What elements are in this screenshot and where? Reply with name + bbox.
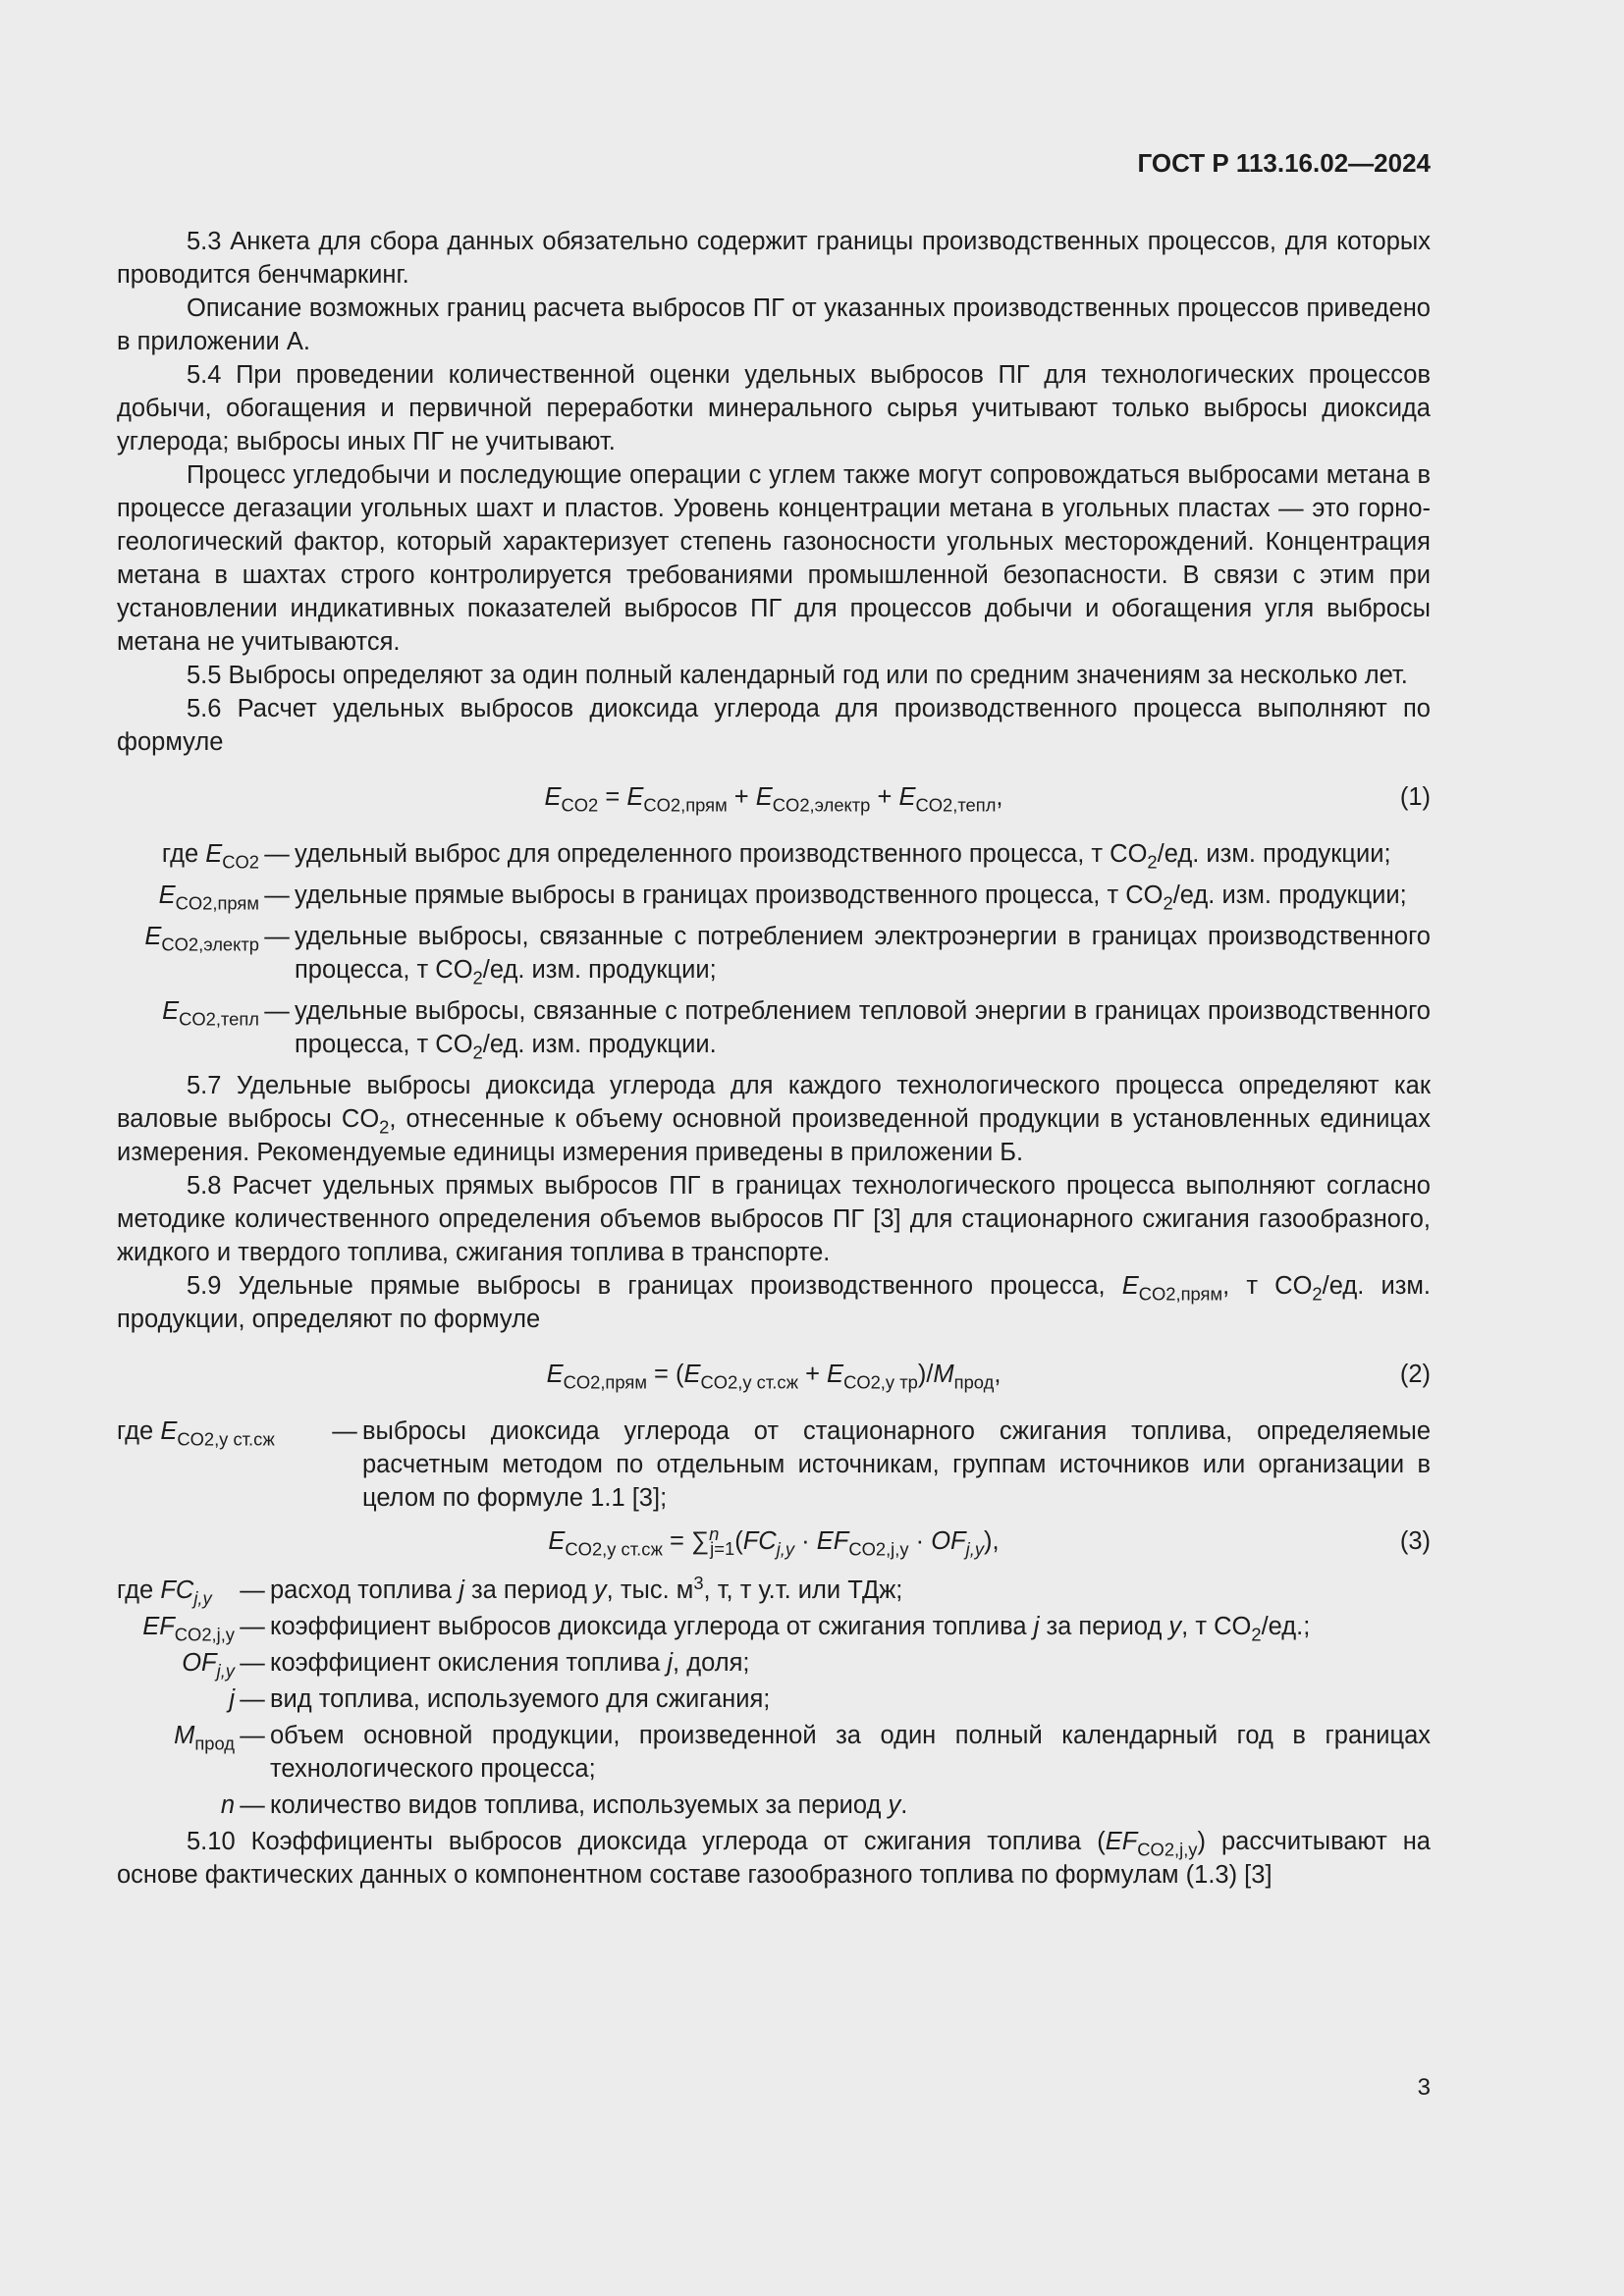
paragraph-5-3: 5.3 Анкета для сбора данных обязательно содержит границы производственных процессов, для которых проводится бенчмаркинг. [117, 228, 1431, 289]
paragraph-5-8: 5.8 Расчет удельных прямых выбросов ПГ в границах технологического процесса выполняют согласно методике количественного определения объемов выбросов ПГ [3] для стационарного сжигания газообразного, жидкого и твердого топлива, сжигания топлива в транспорте. [117, 1172, 1431, 1266]
definition-item: где $E_{CO2,y ст.сж}$ — выбросы диоксида углерода от стационарного сжигания топлива, определяемые расчетным методом по отдельным источникам, группам источников или организации в целом по формуле 1.1 [3]; [117, 1417, 1431, 1512]
paragraph-5-6: 5.6 Расчет удельных выбросов диоксида углерода для производственного процесса выполняют по формуле [117, 695, 1431, 756]
document-body [117, 225, 1431, 1892]
paragraph-5-10: 5.10 Коэффициенты выбросов диоксида углерода от сжигания топлива $(EF_{CO2,j,y})$ рассчитывают на основе фактических данных о компонентном составе газообразного топлива по формулам (1.3) [3] [117, 1828, 1431, 1889]
formula-1-number: (1) [1399, 783, 1431, 811]
definition-item: $M_{прод}$ — объем основной продукции, произведенной за один полный календарный год в границах технологического процесса; [174, 1722, 1431, 1783]
formula-2-number: (2) [1399, 1361, 1431, 1388]
definition-item: где $E_{CO2}$ — удельный выброс для определенного производственного процесса, т $CO_2/ед$. изм. продукции; [161, 840, 1391, 873]
definition-item: $E_{CO2,тепл}$ — удельные выбросы, связанные с потреблением тепловой энергии в границах производственного процесса, т $CO_2/ед$. изм. продукции. [162, 997, 1431, 1063]
formula-1 [117, 780, 1431, 814]
definition-item: $E_{CO2,электр}$ — удельные выбросы, связанные с потреблением электроэнергии в границах производственного процесса, т $CO_2/ед$. изм. продукции; [144, 923, 1431, 988]
definition-item: $OF_{j,y}$ — коэффициент окисления топлива j, доля; [182, 1649, 750, 1682]
definition-item: j — вид топлива, используемого для сжигания; [229, 1685, 771, 1713]
definition-item: где $FC_{j,y}$ — расход топлива j за период y, тыс. $м^3$, т, т у.т. или ТДж; [117, 1572, 903, 1609]
paragraph-5-9: 5.9 Удельные прямые выбросы в границах производственного процесса, $E_{CO2,прям}$, т $CO_2/ед$. изм. продукции, определяют по формуле [117, 1272, 1431, 1333]
formula-2 [117, 1358, 1431, 1391]
formula-2-definitions [117, 1415, 1431, 1515]
formula-1-expression: $E_{CO2} = E_{CO2,прям} + E_{CO2,электр} + E_{CO2,тепл}$, [544, 783, 1003, 816]
paragraph-5-7: 5.7 Удельные выбросы диоксида углерода для каждого технологического процесса определяют как валовые выбросы $CO_2$, отнесенные к объему основной произведенной продукции в установленных единицах измерения. Рекомендуемые единицы измерения приведены в приложении Б. [117, 1072, 1431, 1166]
formula-1-definitions [117, 837, 1431, 1061]
formula-3-expression: $E_{CO2,y ст.сж} = \sum^n_{j=1}(FC_{j,y} \cdot EF_{CO2,j,y} \cdot OF_{j,y})$, [548, 1522, 1000, 1560]
definition-item: $E_{CO2,прям}$ — удельные прямые выбросы в границах производственного процесса, т $CO_2/ед$. изм. продукции; [158, 881, 1407, 914]
formula-3 [117, 1524, 1431, 1558]
paragraph-boundaries: Описание возможных границ расчета выбросов ПГ от указанных производственных процессов приведено в приложении А. [117, 294, 1431, 355]
definition-item: $EF_{CO2,j,y}$ — коэффициент выбросов диоксида углерода от сжигания топлива j за период y, т $CO_2/ед$.; [142, 1613, 1311, 1645]
paragraph-5-4: 5.4 При проведении количественной оценки удельных выбросов ПГ для технологических процессов добычи, обогащения и первичной переработки минерального сырья учитывают только выбросы диоксида углерода; выбросы иных ПГ не учитывают. [117, 361, 1431, 455]
paragraph-methane: Процесс угледобычи и последующие операции с углем также могут сопровождаться выбросами метана в процессе дегазации угольных шахт и пластов. Уровень концентрации метана в угольных пластах — это горно-геологический фактор, который характеризует степень газоносности угольных месторождений. Концентрация метана в шахтах строго контролируется требованиями промышленной безопасности. В связи с этим при установлении индикативных показателей выбросов ПГ для процессов добычи и обогащения угля выбросы метана не учитываются. [117, 461, 1431, 656]
page-number: 3 [1417, 2074, 1431, 2101]
definition-item: n — количество видов топлива, используемых за период y. [220, 1791, 908, 1819]
paragraph-5-5: 5.5 Выбросы определяют за один полный календарный год или по средним значениям за несколько лет. [187, 662, 1408, 689]
formula-3-number: (3) [1399, 1527, 1431, 1555]
formula-2-expression: $E_{CO2,прям} = (E_{CO2,y ст.сж} + E_{CO2,y тр})/M_{прод}$, [546, 1361, 1001, 1393]
formula-3-definitions [117, 1574, 1431, 1822]
document-id: ГОСТ Р 113.16.02—2024 [1137, 148, 1431, 178]
